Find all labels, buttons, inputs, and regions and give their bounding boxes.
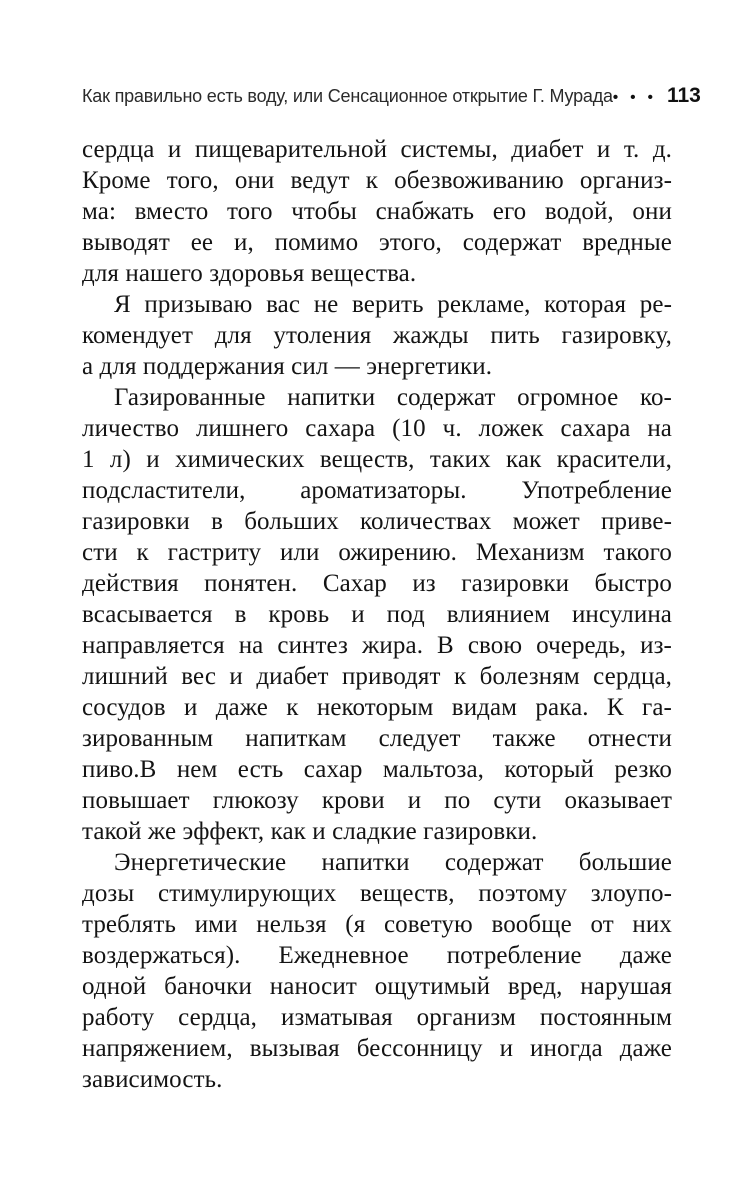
text-line: газировки в больших количествах может приве- [82, 508, 672, 535]
bullet-separator: • • • [612, 89, 657, 106]
text-line: повышает глюкозу крови и по сути оказывает [82, 787, 672, 814]
text-line: одной баночки наносит ощутимый вред, нарушая [82, 973, 672, 1000]
text-line: Кроме того, они ведут к обезвоживанию организ- [82, 167, 672, 194]
text-line: сти к гастриту или ожирению. Механизм такого [82, 539, 672, 566]
text-line: действия понятен. Сахар из газировки быстро [82, 570, 672, 597]
text-line: комендует для утоления жажды пить газировку, [82, 322, 672, 349]
text-line: такой же эффект, как и сладкие газировки. [82, 818, 538, 845]
text-line: личество лишнего сахара (10 ч. ложек сахара на [82, 415, 672, 442]
text-line: ма: вместо того чтобы снабжать его водой, они [82, 198, 672, 225]
text-line: сосудов и даже к некоторым видам рака. К га- [82, 694, 672, 721]
text-line: дозы стимулирующих веществ, поэтому злоупо- [82, 880, 672, 907]
text-line: направляется на синтез жира. В свою очередь, из- [82, 632, 672, 659]
running-header [82, 84, 701, 108]
text-line: воздержаться). Ежедневное потребление даже [82, 942, 672, 969]
text-line: всасывается в кровь и под влиянием инсулина [82, 601, 672, 628]
text-line: пиво.В нем есть сахар мальтоза, который резко [82, 756, 672, 783]
text-line: зависимость. [82, 1066, 223, 1093]
text-line: напряжением, вызывая бессонницу и иногда даже [82, 1035, 672, 1062]
text-line: Я призываю вас не верить рекламе, которая ре- [114, 291, 672, 318]
text-line: для нашего здоровья вещества. [82, 260, 417, 287]
text-line: лишний вес и диабет приводят к болезням сердца, [82, 663, 672, 690]
text-line: а для поддержания сил — энергетики. [82, 353, 493, 380]
text-line: сердца и пищеварительной системы, диабет и т. д. [82, 136, 672, 163]
running-header-pagination [613, 84, 701, 108]
text-line: выводят ее и, помимо этого, содержат вредные [82, 229, 672, 256]
text-line: 1 л) и химических веществ, таких как красители, [82, 446, 672, 473]
page-body [82, 134, 672, 1095]
text-line: подсластители, ароматизаторы. Употребление [82, 477, 672, 504]
text-line: Газированные напитки содержат огромное ко- [114, 384, 672, 411]
text-line: зированным напиткам следует также отнести [82, 725, 672, 752]
text-line: Энергетические напитки содержат большие [114, 849, 672, 876]
text-line: треблять ими нельзя (я советую вообще от них [82, 911, 672, 938]
text-line: работу сердца, изматывая организм постоянным [82, 1004, 672, 1031]
page-number: 113 [666, 84, 701, 107]
running-header-title: Как правильно есть воду, или Сенсационное открытие Г. Мурада [82, 86, 613, 106]
